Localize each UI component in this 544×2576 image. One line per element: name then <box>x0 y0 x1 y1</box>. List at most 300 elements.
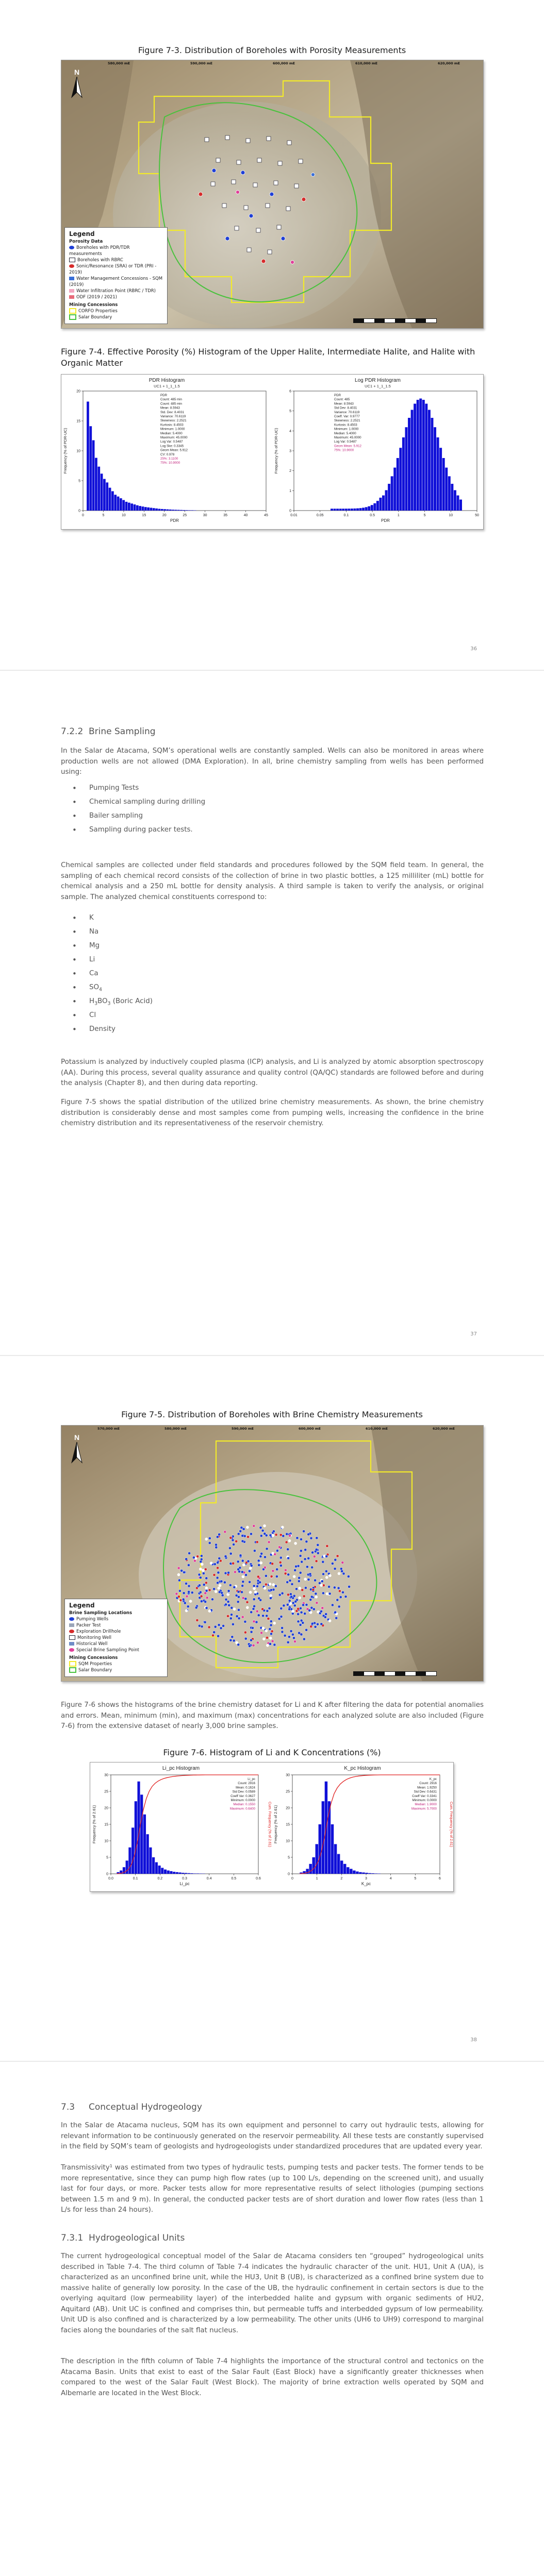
hist-bar <box>356 1872 358 1874</box>
brine-sample-point <box>241 1571 243 1573</box>
brine-sample-point <box>250 1611 253 1614</box>
brine-sample-point <box>200 1595 203 1598</box>
coord-label: 620,000 mE <box>438 61 460 65</box>
brine-sample-point <box>232 1562 235 1565</box>
brine-sample-point <box>250 1564 253 1567</box>
brine-sample-point <box>339 1596 342 1598</box>
paragraph-structural-control: The description in the fifth column of Table 7-4 highlights the importance of the structural control and tectonics on the Atacama Basin. Units that exist to east of the Salar Fault (East Block) have a significantly greater thicknesses when compared to the west of the Salar Fault (West Block). The majority of brine extraction wells operated by SQM and Albemarle are located in the West Block. <box>61 2358 484 2397</box>
stat-line: Count: 485 min <box>160 398 182 402</box>
legend-item: Monitoring Well <box>69 1635 163 1641</box>
brine-sample-point <box>253 1620 255 1623</box>
stat-line: Variance: 70.6119 <box>334 410 360 414</box>
stat-line: Coeff Var: 0.3627 <box>230 1794 255 1798</box>
brine-sample-point <box>224 1555 227 1557</box>
y2-axis-label: Cum. Frequency (% of 2.61) <box>268 1802 271 1847</box>
brine-sample-point <box>308 1609 311 1612</box>
figure-7-4-title: Figure 7-4. Effective Porosity (%) Histogram of the Upper Halite, Intermediate Halite, and Halite with Organic Matter <box>61 347 475 368</box>
brine-sample-point <box>185 1558 188 1561</box>
brine-sample-point <box>251 1626 254 1629</box>
brine-sample-point <box>218 1623 220 1626</box>
hist-bar <box>122 500 125 511</box>
hist-bar <box>378 1873 381 1874</box>
brine-sample-point <box>257 1575 259 1578</box>
brine-sample-point <box>325 1576 328 1579</box>
brine-sample-point <box>278 1618 281 1620</box>
brine-sample-point <box>227 1589 230 1592</box>
x-tick-label: 0 <box>291 1877 293 1880</box>
list-item: • Li <box>72 955 153 969</box>
brine-sample-point <box>233 1608 236 1611</box>
brine-sample-point <box>210 1562 212 1565</box>
y-tick-label: 5 <box>289 410 291 414</box>
paragraph-hydrogeological-units: The current hydrogeological conceptual model of the Salar de Atacama considers ten “grouped” hydrogeological units described in Table 7-4. The third column of Table 7-4 indicates the hydraulic character of the unit. HU1, Unit A (UA), is characterized as an unconfined brine unit, while the HU3, Unit B (UB), is characterized as a confined brine system due to massive halite of generally low porosity. In the case of the UB, the hydraulic confinement in certain sectors is due to the overlying aquitard (low permeability layer) of the interbedded halite and gypsum with organic sediments of HU2, Aquitard (AB). Unit UC is confined and comprises thin, but permeable tuffs and interbedded gypsum of low permeability. Unit UD is also confined and is characterized by a low permeability. The other units (UH6 to UH9) correspond to marginal facies along the boundaries of the salt flat nucleus. <box>61 2252 484 2334</box>
brine-sample-point <box>269 1534 272 1536</box>
legend-title: Legend <box>69 1602 95 1609</box>
y-tick-label: 10 <box>286 1839 290 1843</box>
brine-sample-point <box>266 1548 268 1550</box>
brine-sample-point <box>334 1567 336 1570</box>
brine-sample-point <box>260 1552 263 1555</box>
brine-sample-point <box>306 1566 308 1568</box>
brine-sample-point <box>204 1600 207 1603</box>
brine-sample-point <box>288 1539 291 1542</box>
hist-bar <box>411 410 414 511</box>
brine-sample-point <box>220 1627 222 1630</box>
coord-label: 590,000 mE <box>190 61 213 65</box>
brine-sample-point <box>260 1632 263 1634</box>
brine-sample-point <box>331 1604 334 1606</box>
brine-sample-point <box>253 1587 256 1590</box>
brine-sample-point <box>246 1606 249 1609</box>
brine-sample-point <box>312 1608 315 1611</box>
brine-sample-point <box>252 1644 255 1647</box>
brine-sample-point <box>233 1543 235 1546</box>
brine-sample-point <box>299 1597 301 1599</box>
hist-bar <box>89 426 92 511</box>
brine-sample-point <box>347 1575 350 1578</box>
brine-sample-point <box>235 1594 238 1597</box>
brine-sample-point <box>344 1595 347 1598</box>
brine-chemistry-borehole-map <box>61 1425 484 1682</box>
y-axis-label: Frequency (% of PDR-UC) <box>63 428 68 474</box>
section-number: 7.3 <box>61 2102 75 2112</box>
log-pdr-histogram <box>272 375 483 529</box>
brine-sample-point <box>314 1579 317 1582</box>
paragraph-figure-7-6-reference: Figure 7-6 shows the histograms of the brine chemistry dataset for Li and K after filtering the data for potential anomalies and errors. Mean, minimum (min), and maximum (max) concentrations for each analyzed solute are also included (Figure 7-6) from the extensive dataset of nearly 3,000 brine samples. <box>61 1701 484 1730</box>
brine-sample-point <box>244 1620 246 1623</box>
brine-sample-point <box>253 1549 256 1552</box>
brine-sample-point <box>299 1554 302 1557</box>
brine-sample-point <box>289 1579 291 1582</box>
brine-sample-point <box>299 1607 302 1609</box>
hist-bar <box>322 1801 324 1874</box>
brine-sample-point <box>253 1524 255 1527</box>
brine-sample-point <box>300 1619 303 1622</box>
x-tick-label: 3 <box>365 1877 367 1880</box>
brine-sample-point <box>273 1622 276 1624</box>
brine-sample-point <box>286 1603 289 1606</box>
li-histogram <box>90 1762 272 1891</box>
brine-sample-point <box>304 1549 307 1551</box>
hist-bar <box>347 1867 349 1874</box>
page-37 <box>0 671 544 1355</box>
brine-sample-point <box>193 1560 196 1562</box>
brine-sample-point <box>307 1533 310 1536</box>
stat-line: Std Dev: 0.0589 <box>232 1790 255 1794</box>
legend-group-heading: Porosity Data <box>69 239 103 244</box>
brine-sample-point <box>229 1562 232 1565</box>
brine-sample-point <box>317 1552 319 1554</box>
brine-sample-point <box>234 1571 236 1573</box>
hist-bar <box>167 510 169 511</box>
brine-sample-point <box>237 1590 240 1593</box>
coord-label: 580,000 mE <box>108 61 130 65</box>
hist-bar <box>185 1873 187 1874</box>
hist-bar <box>135 1801 137 1874</box>
coord-label: 600,000 mE <box>299 1427 321 1431</box>
brine-sample-point <box>258 1564 260 1566</box>
legend-item: SQM Properties <box>69 1661 163 1667</box>
coord-label: 570,000 mE <box>97 1427 120 1431</box>
hist-bar <box>414 404 416 511</box>
brine-sample-point <box>304 1558 306 1561</box>
brine-sample-point <box>300 1633 303 1636</box>
brine-sample-point <box>237 1568 240 1571</box>
brine-sample-point <box>221 1591 223 1594</box>
brine-sample-point <box>325 1555 328 1557</box>
coord-label: 610,000 mE <box>366 1427 388 1431</box>
brine-sample-point <box>269 1637 272 1639</box>
brine-sample-point <box>201 1625 203 1628</box>
brine-sample-point <box>178 1579 180 1582</box>
brine-sample-point <box>244 1637 247 1640</box>
y-tick-label: 25 <box>104 1790 108 1794</box>
hist-bar <box>161 1868 163 1874</box>
brine-sample-point <box>220 1580 223 1583</box>
hist-bar <box>448 476 451 511</box>
stat-line: Mean: 0.1624 <box>236 1786 255 1790</box>
brine-sample-point <box>291 1583 293 1585</box>
brine-sample-point <box>281 1592 284 1595</box>
brine-sample-point <box>198 1573 201 1576</box>
x-tick-label: 0.0 <box>108 1877 113 1880</box>
brine-sample-point <box>180 1569 183 1572</box>
hist-bar <box>345 509 348 511</box>
hist-bar <box>353 509 356 511</box>
brine-sample-point <box>213 1573 216 1576</box>
y-axis-label: Frequency (% of 2.61) <box>92 1805 96 1844</box>
hist-bar <box>419 399 422 511</box>
hist-bar <box>167 1871 170 1874</box>
brine-sample-point <box>305 1629 308 1631</box>
brine-sample-point <box>271 1563 274 1565</box>
section-7-3-1-heading <box>61 2233 185 2243</box>
brine-sample-point <box>294 1542 297 1545</box>
brine-sample-point <box>178 1589 181 1592</box>
brine-sample-point <box>244 1598 247 1600</box>
brine-sample-point <box>246 1536 249 1538</box>
brine-sample-point <box>263 1587 266 1589</box>
brine-sample-point <box>310 1596 313 1598</box>
brine-sample-point <box>289 1602 292 1605</box>
brine-sample-point <box>217 1567 219 1569</box>
stat-line: Li_pc <box>248 1777 255 1781</box>
hist-bar <box>126 1860 128 1874</box>
hist-bar <box>97 467 100 511</box>
list-item: • Cl <box>72 1010 153 1024</box>
legend-swatch <box>69 1623 74 1627</box>
brine-sample-point <box>192 1556 195 1559</box>
x-tick-label: 45 <box>264 514 268 517</box>
brine-sample-point <box>205 1577 208 1580</box>
y-tick-label: 20 <box>104 1806 108 1810</box>
brine-sample-point <box>186 1595 188 1598</box>
list-item: • Na <box>72 927 153 941</box>
stat-line: Geom Mean: 5.912 <box>160 448 188 452</box>
brine-sample-point <box>263 1524 266 1527</box>
brine-sample-point <box>230 1606 233 1609</box>
hist-bar <box>417 400 419 511</box>
brine-sample-point <box>287 1573 290 1576</box>
x-tick-label: 50 <box>475 514 479 517</box>
brine-sample-point <box>241 1584 244 1587</box>
brine-sample-point <box>205 1587 208 1589</box>
y-axis-label: Frequency (% of PDR-UC) <box>274 428 278 474</box>
brine-sample-point <box>333 1586 336 1589</box>
k-histogram <box>272 1762 453 1891</box>
brine-sample-point <box>280 1615 283 1618</box>
brine-sample-point <box>199 1568 202 1570</box>
hist-bar <box>343 1864 346 1874</box>
legend-item: Water Management Concessions - SQM (2019) <box>69 276 163 287</box>
hist-subtitle: UC1 + 1_1_1.5 <box>154 384 180 388</box>
brine-sample-point <box>253 1598 255 1601</box>
legend-group-heading: Mining Concessions <box>69 1655 118 1660</box>
x-tick-label: 0.6 <box>256 1877 261 1880</box>
brine-sample-point <box>242 1581 244 1583</box>
brine-sample-point <box>311 1566 314 1569</box>
legend-item: Historical Well <box>69 1641 163 1647</box>
stat-line: K_pc <box>429 1777 437 1781</box>
brine-sample-point <box>266 1609 269 1612</box>
brine-sample-point <box>235 1540 238 1543</box>
page-number: 38 <box>470 2037 477 2043</box>
hist-bar <box>136 505 139 511</box>
brine-sample-point <box>205 1582 207 1584</box>
stat-line: Kurtosis: 8.4503 <box>334 423 357 427</box>
hist-bar <box>161 509 163 511</box>
hist-bar <box>408 418 410 511</box>
list-item: • Mg <box>72 941 153 955</box>
hist-bar <box>140 1794 143 1874</box>
brine-sample-point <box>334 1611 337 1614</box>
brine-sample-point <box>337 1587 340 1589</box>
y-tick-label: 30 <box>286 1773 290 1777</box>
stat-line: Kurtosis: 8.4503 <box>160 423 184 427</box>
coord-label: 580,000 mE <box>164 1427 187 1431</box>
hist-bar <box>144 507 147 511</box>
brine-sample-point <box>307 1557 310 1560</box>
hist-bar <box>350 1869 352 1874</box>
brine-sample-point <box>284 1572 287 1575</box>
legend-group-heading: Brine Sampling Locations <box>69 1611 133 1616</box>
brine-sample-point <box>241 1560 244 1562</box>
brine-sample-point <box>258 1597 260 1600</box>
brine-sample-point <box>253 1585 255 1587</box>
brine-sample-point <box>270 1620 272 1622</box>
brine-sample-point <box>317 1544 319 1546</box>
brine-sample-point <box>179 1599 182 1601</box>
brine-sample-point <box>226 1615 229 1617</box>
brine-sample-point <box>301 1589 304 1591</box>
brine-sample-point <box>253 1605 256 1607</box>
brine-sample-point <box>219 1560 222 1562</box>
hist-title: Log PDR Histogram <box>355 378 401 383</box>
brine-sample-point <box>300 1611 303 1614</box>
brine-sample-point <box>213 1588 216 1590</box>
hist-bar <box>368 506 370 511</box>
hist-bar <box>337 1854 340 1874</box>
list-item: • Ca <box>72 969 153 982</box>
brine-sample-point <box>246 1601 249 1603</box>
hist-bar <box>193 1873 196 1874</box>
hist-bar <box>128 1848 131 1874</box>
stat-line: Mean: 8.5943 <box>334 402 354 406</box>
section-7-2-2-heading <box>61 726 156 737</box>
brine-sample-point <box>241 1540 244 1543</box>
brine-sample-point <box>202 1569 204 1572</box>
brine-sample-point <box>293 1595 295 1597</box>
brine-sample-point <box>242 1575 244 1578</box>
brine-sample-point <box>320 1623 323 1625</box>
brine-sample-point <box>270 1624 272 1626</box>
brine-sample-point <box>290 1630 292 1632</box>
brine-sample-point <box>227 1593 229 1596</box>
brine-sample-point <box>257 1614 260 1617</box>
paragraph-brine-sampling-intro: In the Salar de Atacama, SQM’s operational wells are constantly sampled. Wells can also be monitored in areas where production wells are not allowed (DMA Exploration). In all, brine chemistry sampling from wells has been performed using: <box>61 747 484 776</box>
brine-sample-point <box>200 1600 203 1603</box>
brine-sample-point <box>230 1613 233 1616</box>
brine-sample-point <box>326 1545 328 1547</box>
y-tick-label: 6 <box>289 389 291 394</box>
brine-sample-point <box>265 1574 267 1577</box>
hist-bar <box>437 437 439 511</box>
brine-sample-point <box>259 1555 262 1557</box>
brine-sample-point <box>293 1640 296 1643</box>
north-arrow-icon <box>67 1433 87 1465</box>
x-tick-label: 0.01 <box>290 514 298 517</box>
y-tick-label: 15 <box>286 1823 290 1827</box>
brine-sample-point <box>237 1601 239 1603</box>
list-item: • Sampling during packer tests. <box>72 825 205 839</box>
brine-sample-point <box>189 1600 192 1602</box>
y-tick-label: 1 <box>289 489 291 493</box>
hist-bar <box>359 508 362 511</box>
brine-sample-point <box>336 1555 339 1557</box>
section-title: Brine Sampling <box>89 726 156 737</box>
stat-line: Mean: 8.5943 <box>160 406 180 410</box>
brine-sample-point <box>199 1577 202 1579</box>
hist-subtitle: UC1 + 1_1_1.5 <box>365 384 391 388</box>
x-axis-label: PDR <box>381 518 390 523</box>
hist-bar <box>382 496 385 511</box>
stat-line: Maximum: 5.7000 <box>411 1807 437 1811</box>
page-number: 37 <box>470 1331 477 1337</box>
hist-bar <box>340 1860 343 1874</box>
x-tick-label: 2 <box>340 1877 343 1880</box>
brine-sample-point <box>305 1540 308 1543</box>
brine-sample-point <box>255 1621 258 1623</box>
brine-sample-point <box>208 1537 211 1539</box>
hist-bar <box>351 509 353 511</box>
stat-line: Median: 5.4000 <box>334 431 356 435</box>
y2-axis-label: Cum. Frequency (% of 2.61) <box>449 1802 453 1847</box>
hist-bar <box>120 498 122 511</box>
brine-sample-point <box>219 1584 221 1587</box>
paragraph-figure-7-5-reference: Figure 7-5 shows the spatial distribution of the utilized brine chemistry measurements. As shown, the brine chemistry distribution is considerably dense and most samples come from pumping wells, increasing the confidence in the brine chemistry distribution and its representativeness of the reservoir chemistry. <box>61 1098 484 1127</box>
hist-bar <box>164 1870 167 1874</box>
x-tick-label: 6 <box>439 1877 441 1880</box>
hist-bar <box>362 1872 365 1874</box>
brine-sample-point <box>208 1589 211 1591</box>
hist-bar <box>173 1872 175 1874</box>
x-tick-label: 25 <box>183 514 187 517</box>
brine-sample-point <box>202 1572 205 1574</box>
brine-sample-point <box>269 1642 271 1645</box>
hist-bar <box>334 509 336 511</box>
brine-sample-point <box>259 1527 262 1529</box>
hist-bar <box>331 509 333 511</box>
brine-sample-point <box>325 1570 327 1572</box>
hist-bar <box>375 1873 377 1874</box>
coord-label: 610,000 mE <box>355 61 378 65</box>
hist-bar <box>114 495 117 511</box>
brine-sample-point <box>249 1567 252 1569</box>
brine-sample-point <box>208 1541 211 1544</box>
x-tick-label: 0.2 <box>157 1877 163 1880</box>
y-tick-label: 30 <box>104 1773 108 1777</box>
brine-sample-point <box>304 1586 307 1589</box>
legend-item: CORFO Properties <box>69 308 163 314</box>
brine-sample-point <box>201 1563 203 1566</box>
brine-sample-point <box>288 1599 291 1602</box>
list-item-so4: • $SO_4$ <box>72 982 153 996</box>
li-k-histograms <box>90 1762 454 1892</box>
brine-sample-point <box>216 1536 219 1538</box>
y-tick-label: 20 <box>286 1806 290 1810</box>
brine-sample-point <box>229 1552 232 1555</box>
legend-item: Special Brine Sampling Point <box>69 1647 163 1653</box>
brine-sample-point <box>311 1551 314 1554</box>
hist-bar <box>373 503 376 511</box>
hist-bar <box>431 418 433 511</box>
hist-bar <box>155 1862 158 1874</box>
brine-sample-point <box>227 1600 229 1603</box>
sampling-methods-list <box>72 783 205 839</box>
brine-sample-point <box>228 1547 231 1549</box>
brine-sample-point <box>224 1531 226 1533</box>
hist-bar <box>147 507 150 511</box>
brine-sample-point <box>268 1541 270 1544</box>
brine-sample-point <box>300 1538 302 1540</box>
hist-bar <box>182 1873 184 1874</box>
brine-sample-point <box>331 1562 334 1565</box>
brine-sample-point <box>242 1564 245 1566</box>
hist-bar <box>134 504 136 511</box>
brine-sample-point <box>233 1639 235 1642</box>
legend-swatch <box>69 246 74 249</box>
legend-swatch <box>69 308 76 314</box>
